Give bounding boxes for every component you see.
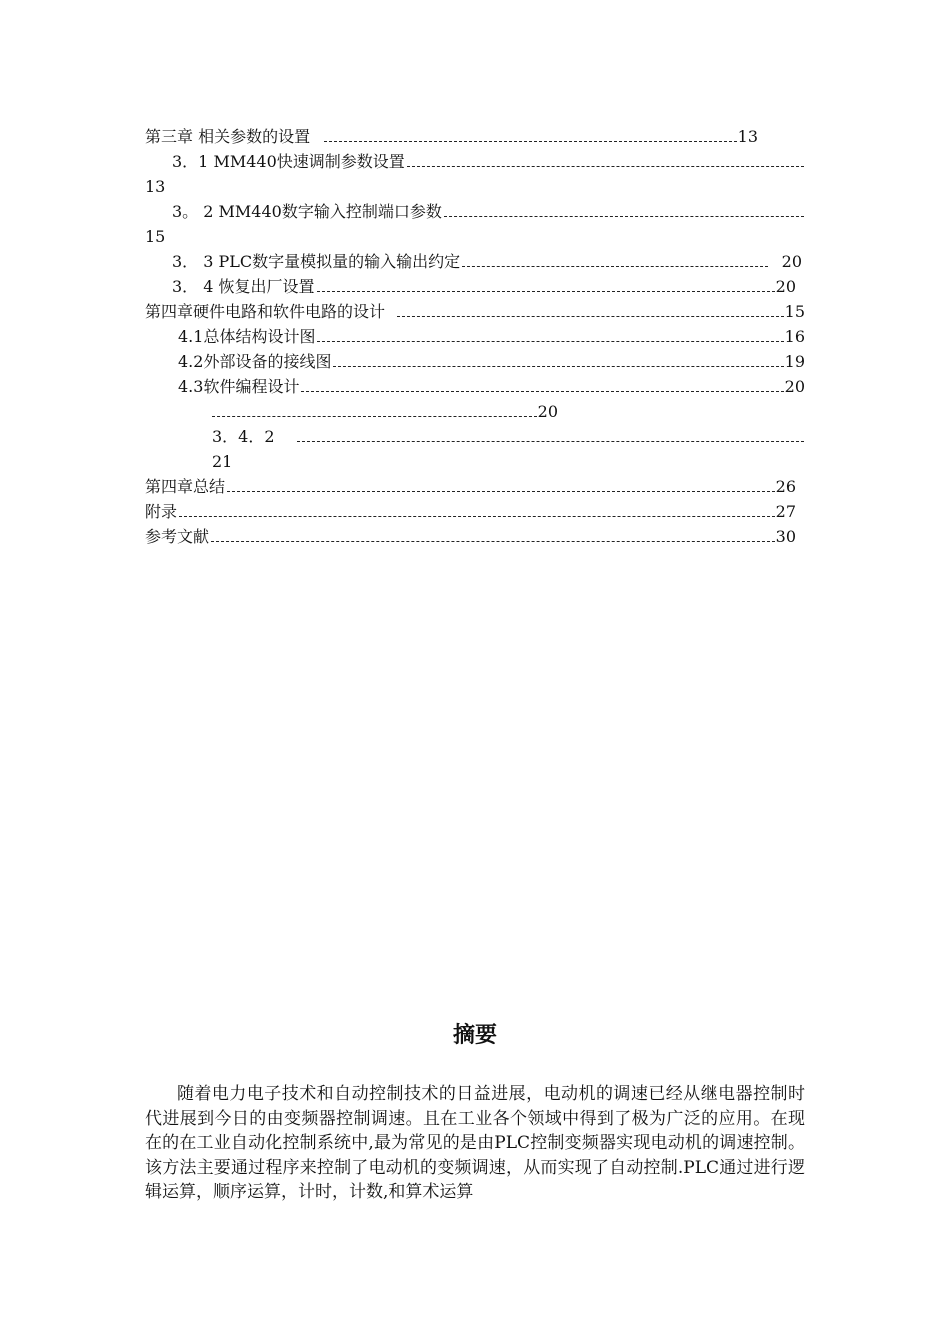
toc-leader	[397, 316, 784, 317]
toc-entry-title: 3． 4 恢复出厂设置	[172, 277, 315, 296]
toc-page-number: 20	[781, 252, 802, 271]
toc-entry-appendix[interactable]	[145, 500, 796, 522]
toc-entry-title: 第四章硬件电路和软件电路的设计	[145, 302, 386, 321]
toc-leader	[462, 266, 767, 267]
toc-entry-chapter4[interactable]	[145, 300, 805, 322]
toc-entry-chapter3[interactable]	[145, 125, 758, 147]
toc-page-number: 13	[737, 127, 758, 146]
toc-page-number: 20	[775, 277, 796, 296]
toc-entry-title: 3。 2 MM440数字输入控制端口参数	[172, 202, 442, 221]
toc-leader	[407, 166, 804, 167]
toc-entry-title: 4.1总体结构设计图	[178, 327, 316, 346]
toc-entry-title: 4.3软件编程设计	[178, 377, 300, 396]
toc-entry-3-4-2[interactable]	[212, 425, 804, 447]
toc-entry-3-2[interactable]	[172, 200, 804, 222]
toc-leader	[297, 441, 804, 442]
toc-entry-title: 3．4．2	[212, 427, 275, 446]
toc-leader	[211, 541, 775, 542]
toc-page-number: 20	[537, 402, 558, 421]
toc-entry-title: 3．1 MM440快速调制参数设置	[172, 152, 405, 171]
toc-leader	[317, 341, 783, 342]
abstract-paragraph: 随着电力电子技术和自动控制技术的日益进展，电动机的调速已经从继电器控制时代进展到今日的由变频器控制调速。且在工业各个领域中得到了极为广泛的应用。在现在的在工业自动化控制系统中,最为常见的是由PLC控制变频器实现电动机的调速控制。该方法主要通过程序来控制了电动机的变频调速，从而实现了自动控制.PLC通过进行逻辑运算，顺序运算，计时，计数,和算术运算	[145, 1084, 805, 1202]
abstract-heading: 摘要	[452, 1023, 497, 1048]
toc-entry-unlabeled[interactable]	[212, 400, 558, 422]
table-of-contents	[0, 0, 950, 560]
toc-entry-summary[interactable]	[145, 475, 796, 497]
toc-page-number: 30	[775, 527, 796, 546]
toc-entry-title: 第四章总结	[145, 477, 226, 496]
toc-leader	[444, 216, 804, 217]
toc-leader	[212, 416, 537, 417]
toc-page-number: 15	[145, 227, 166, 246]
toc-leader	[227, 491, 775, 492]
toc-page-number: 15	[784, 302, 805, 321]
toc-entry-3-1[interactable]	[172, 150, 804, 172]
toc-page-number: 13	[145, 177, 166, 196]
toc-entry-title: 4.2外部设备的接线图	[178, 352, 332, 371]
toc-entry-references[interactable]	[145, 525, 796, 547]
toc-leader	[179, 516, 775, 517]
toc-page-number: 16	[784, 327, 805, 346]
toc-leader	[317, 291, 775, 292]
toc-entry-title: 参考文献	[145, 527, 210, 546]
toc-page-number: 27	[775, 502, 796, 521]
toc-entry-4-2[interactable]	[178, 350, 805, 372]
toc-entry-title: 3． 3 PLC数字量模拟量的输入输出约定	[172, 252, 461, 271]
toc-entry-3-4[interactable]	[172, 275, 796, 297]
toc-entry-3-3[interactable]	[172, 250, 802, 272]
toc-page-number: 19	[784, 352, 805, 371]
toc-entry-4-3[interactable]	[178, 375, 805, 397]
toc-entry-4-1[interactable]	[178, 325, 805, 347]
toc-page-number: 21	[212, 452, 233, 471]
toc-leader	[333, 366, 783, 367]
toc-page-number: 20	[784, 377, 805, 396]
toc-page-number: 26	[775, 477, 796, 496]
toc-entry-title: 附录	[145, 502, 178, 521]
toc-leader	[301, 391, 783, 392]
toc-entry-title: 第三章 相关参数的设置	[145, 127, 311, 146]
toc-leader	[324, 141, 737, 142]
